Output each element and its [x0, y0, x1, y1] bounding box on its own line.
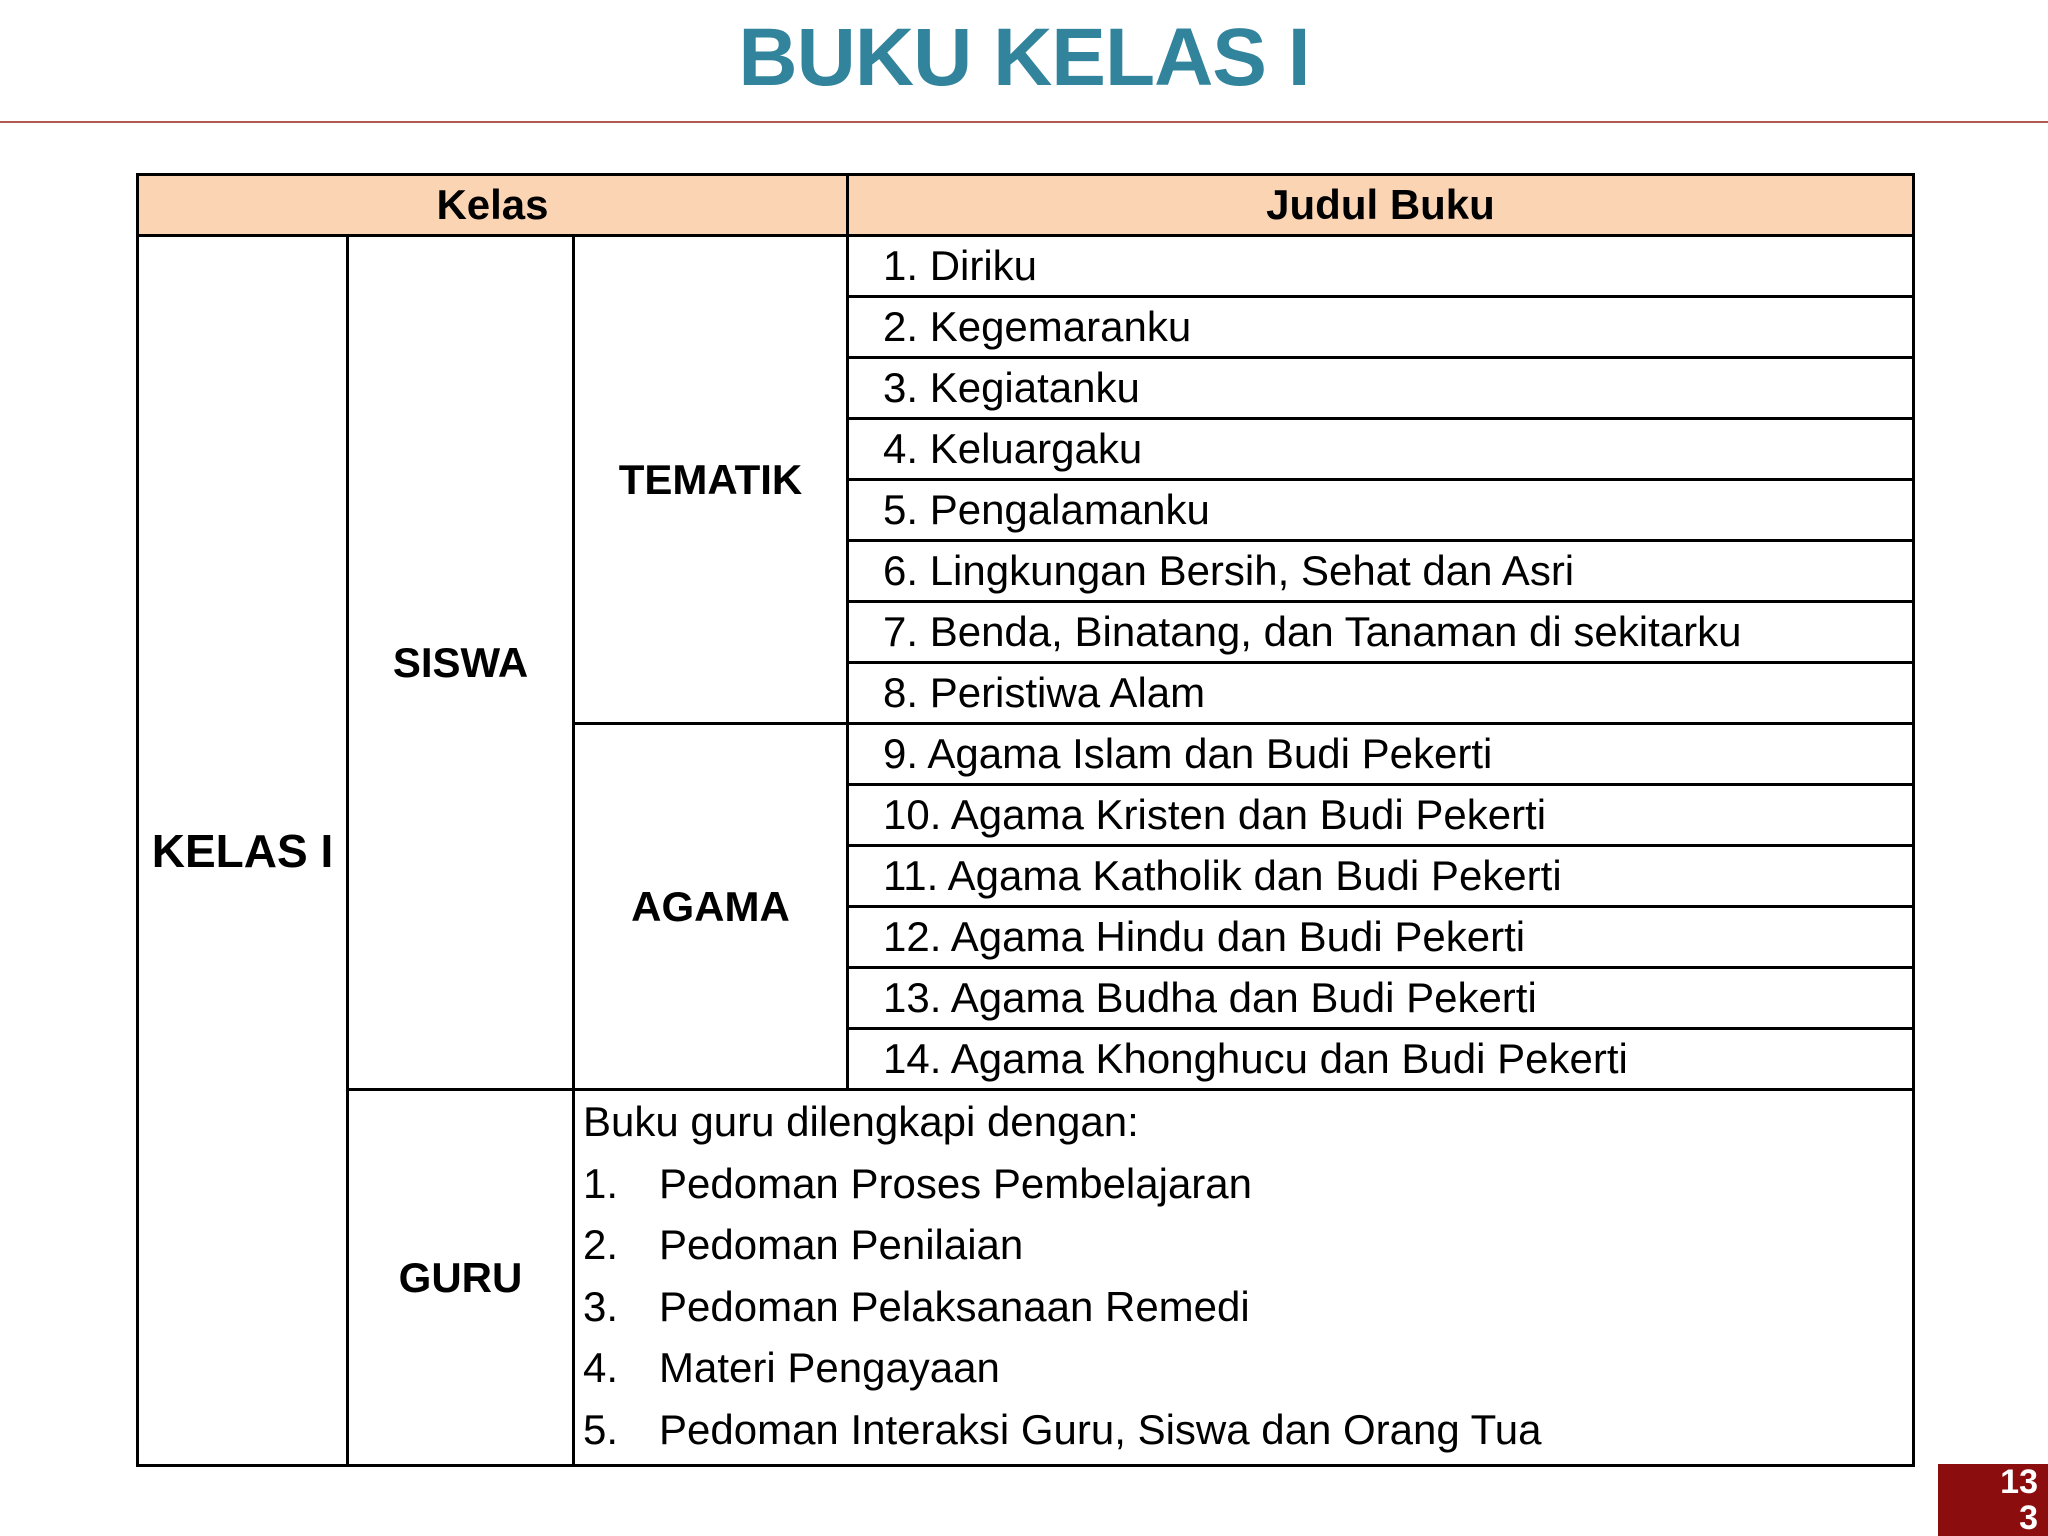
guru-list-item: [583, 1276, 1912, 1338]
book-title-cell: 6. Lingkungan Bersih, Sehat dan Asri: [848, 541, 1914, 602]
guru-list-item: [583, 1214, 1912, 1276]
guru-list-number: 1.: [583, 1159, 619, 1207]
book-title-cell: 10. Agama Kristen dan Budi Pekerti: [848, 785, 1914, 846]
page-number-badge: [1938, 1464, 2048, 1536]
book-title-cell: 14. Agama Khonghucu dan Budi Pekerti: [848, 1029, 1914, 1090]
siswa-label-cell: SISWA: [348, 236, 574, 1090]
book-title-cell: 2. Kegemaranku: [848, 297, 1914, 358]
guru-list-number: 2.: [583, 1221, 619, 1268]
book-title-cell: 12. Agama Hindu dan Budi Pekerti: [848, 907, 1914, 968]
guru-label-cell: GURU: [348, 1090, 574, 1466]
page-number-line1: 13: [2000, 1464, 2038, 1501]
book-title-cell: 13. Agama Budha dan Budi Pekerti: [848, 968, 1914, 1029]
class-label-cell: KELAS I: [138, 236, 348, 1466]
guru-list-number: 4.: [583, 1344, 619, 1391]
agama-label-cell: AGAMA: [574, 724, 848, 1090]
guru-list-item: [583, 1153, 1912, 1215]
table-row-guru: [138, 1090, 1914, 1466]
guru-list-number: 5.: [583, 1405, 619, 1453]
table-row: [138, 236, 1914, 297]
guru-list-text: Pedoman Pelaksanaan Remedi: [659, 1282, 1250, 1330]
tematik-label-cell: TEMATIK: [574, 236, 848, 724]
book-title-cell: 7. Benda, Binatang, dan Tanaman di sekitarku: [848, 602, 1914, 663]
guru-list-text: Pedoman Penilaian: [659, 1221, 1024, 1268]
guru-description-cell: [574, 1090, 1914, 1466]
header-judul-buku: Judul Buku: [848, 175, 1914, 236]
title-divider: [0, 121, 2048, 123]
guru-list-item: [583, 1337, 1912, 1399]
book-title-cell: 9. Agama Islam dan Budi Pekerti: [848, 724, 1914, 785]
book-title-cell: 11. Agama Katholik dan Budi Pekerti: [848, 846, 1914, 907]
header-kelas: Kelas: [138, 175, 848, 236]
guru-intro: Buku guru dilengkapi dengan:: [583, 1098, 1139, 1145]
guru-list-text: Pedoman Interaksi Guru, Siswa dan Orang Tua: [659, 1405, 1542, 1453]
slide-title: BUKU KELAS I: [738, 12, 1310, 103]
guru-list-text: Pedoman Proses Pembelajaran: [659, 1159, 1253, 1207]
book-title-cell: 4. Keluargaku: [848, 419, 1914, 480]
book-title-cell: 3. Kegiatanku: [848, 358, 1914, 419]
table-header-row: [138, 175, 1914, 236]
book-title-cell: 8. Peristiwa Alam: [848, 663, 1914, 724]
book-table: [136, 173, 1915, 1467]
guru-list-text: Materi Pengayaan: [659, 1344, 1000, 1391]
guru-list-item: [583, 1399, 1912, 1461]
book-title-cell: 1. Diriku: [848, 236, 1914, 297]
page-number-line2: 3: [2019, 1499, 2038, 1536]
book-title-cell: 5. Pengalamanku: [848, 480, 1914, 541]
guru-list-number: 3.: [583, 1282, 619, 1330]
